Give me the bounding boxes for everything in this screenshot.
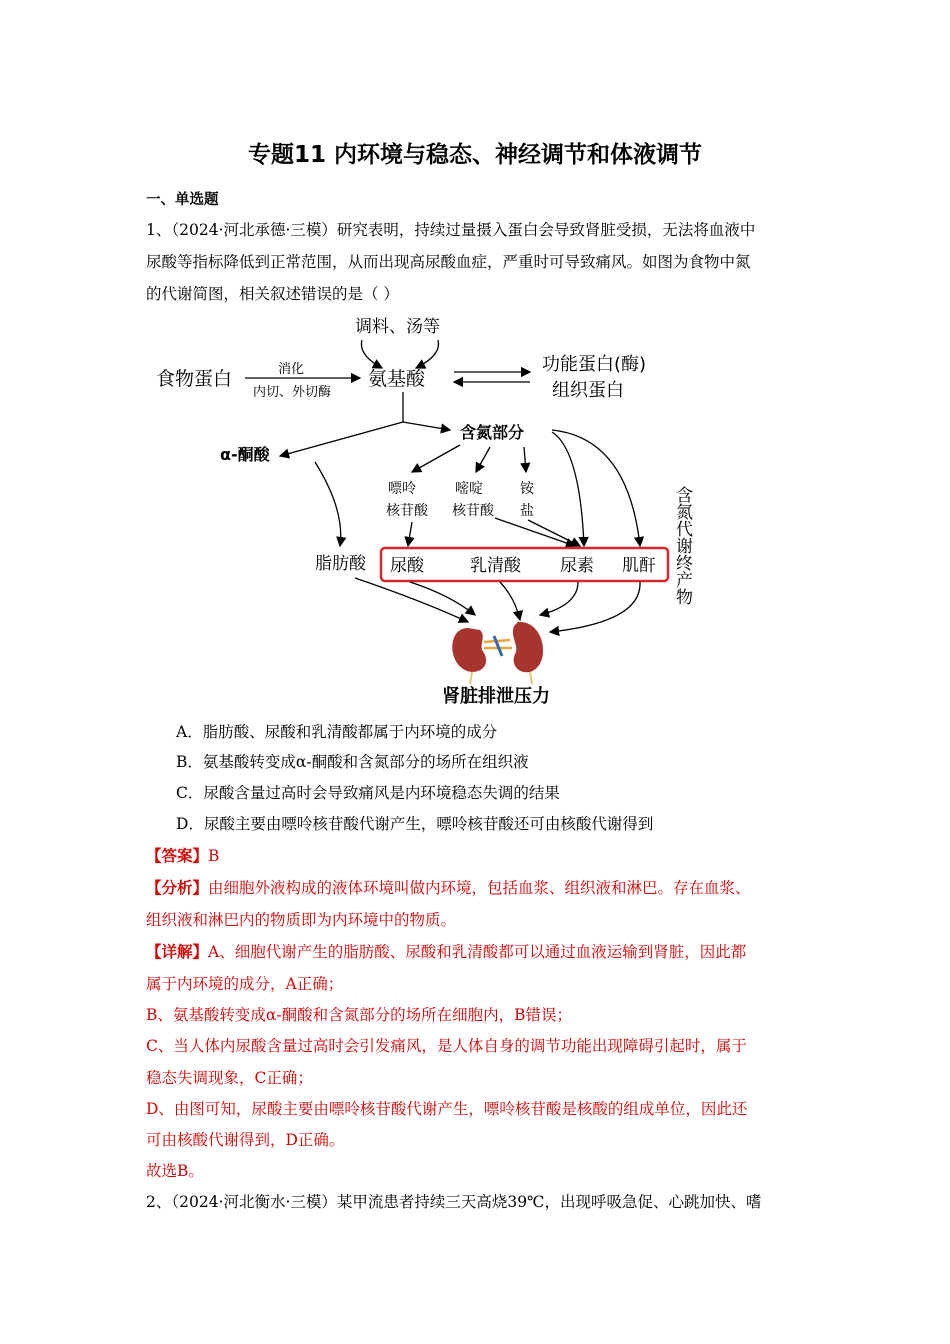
seasoning-arrow-right xyxy=(416,340,439,368)
page-title: 专题11 内环境与稳态、神经调节和体液调节 xyxy=(247,142,702,168)
option-a: A．脂肪酸、尿酸和乳清酸都属于内环境的成分 xyxy=(176,723,498,741)
ammonium-to-urea-arrow xyxy=(528,520,580,546)
analysis-line-2: 组织液和淋巴内的物质即为内环境中的物质。 xyxy=(146,911,457,929)
answer-label: 【答案】 xyxy=(146,847,209,865)
detail-line-3: B、氨基酸转变成α-酮酸和含氮部分的场所在细胞内，B错误； xyxy=(146,1006,572,1024)
to-ammonium-arrow xyxy=(524,447,526,472)
seasoning-arrow-left xyxy=(361,340,382,368)
creatinine-label: 肌酐 xyxy=(622,556,656,576)
option-d: D．尿酸主要由嘌呤核苷酸代谢产生，嘌呤核苷酸还可由核酸代谢得到 xyxy=(176,815,654,833)
detail-line-4: C、当人体内尿酸含量过高时会引发痛风，是人体自身的调节功能出现障碍引起时，属于 xyxy=(146,1037,747,1055)
nitrogen-metabolism-diagram xyxy=(150,310,710,710)
answer-line xyxy=(146,844,219,866)
food-protein-label: 食物蛋白 xyxy=(156,368,233,390)
question-1-line-3: 的代谢简图，相关叙述错误的是（ ） xyxy=(146,285,399,303)
seasoning-label: 调料、汤等 xyxy=(355,317,440,337)
ammonium-label-2: 盐 xyxy=(520,503,534,519)
kidney-pressure-label: 肾脏排泄压力 xyxy=(442,686,550,707)
answer-value: B xyxy=(208,847,220,865)
detail-line-2: 属于内环境的成分，A正确； xyxy=(146,975,344,993)
analysis-label: 【分析】 xyxy=(146,879,209,897)
to-nitrogen-arrow xyxy=(403,422,450,430)
to-purine-arrow xyxy=(412,445,460,472)
option-c: C．尿酸含量过高时会导致痛风是内环境稳态失调的结果 xyxy=(176,784,560,802)
option-b: B．氨基酸转变成α-酮酸和含氮部分的场所在组织液 xyxy=(176,753,529,771)
alpha-keto-to-fatty-arrow xyxy=(315,462,341,546)
creatinine-to-kidney-arrow xyxy=(550,582,640,632)
section-heading: 一、单选题 xyxy=(146,192,219,208)
detail-line-5: 稳态失调现象，C正确； xyxy=(146,1069,313,1087)
orotic-acid-label: 乳清酸 xyxy=(470,556,521,576)
functional-protein-label: 功能蛋白(酶) xyxy=(542,354,647,375)
urea-label: 尿素 xyxy=(560,556,594,576)
conclusion-line: 故选B。 xyxy=(146,1162,204,1180)
kidney-icon xyxy=(452,622,543,684)
question-1-line-1: 1、（2024·河北承德·三模）研究表明，持续过量摄入蛋白会导致肾脏受损，无法将血液中 xyxy=(146,221,756,239)
to-alpha-keto-arrow xyxy=(280,422,403,456)
amino-acid-label: 氨基酸 xyxy=(368,368,426,390)
uric-acid-label: 尿酸 xyxy=(390,556,424,576)
fatty-acid-label: 脂肪酸 xyxy=(315,554,366,574)
orotic-to-kidney-arrow xyxy=(500,582,520,620)
purine-to-uric-arrow xyxy=(408,522,412,546)
nitrogen-part-label: 含氮部分 xyxy=(460,423,525,442)
uric-to-kidney-arrow xyxy=(410,582,475,615)
analysis-line-1 xyxy=(146,876,751,898)
to-pyrimidine-arrow xyxy=(476,447,490,472)
ammonium-label-1: 铵 xyxy=(520,481,534,497)
end-products-label: 含氮代谢终产物 xyxy=(672,486,692,605)
question-2-line-1: 2、（2024·河北衡水·三模）某甲流患者持续三天高烧39℃，出现呼吸急促、心跳加快、嗜 xyxy=(146,1193,762,1211)
pyrimidine-label-2: 核苷酸 xyxy=(452,503,494,519)
detail-line-6: D、由图可知，尿酸主要由嘌呤核苷酸代谢产生，嘌呤核苷酸是核酸的组成单位，因此还 xyxy=(146,1100,748,1118)
enzymes-label: 内切、外切酶 xyxy=(253,385,332,400)
detail-line-1 xyxy=(146,940,746,962)
purine-label-2: 核苷酸 xyxy=(386,503,428,519)
detail-text-1: A、细胞代谢产生的脂肪酸、尿酸和乳清酸都可以通过血液运输到肾脏，因此都 xyxy=(208,943,747,961)
pyrimidine-to-urea-arrow xyxy=(495,518,575,546)
detail-label: 【详解】 xyxy=(146,943,209,961)
digestion-label: 消化 xyxy=(278,362,305,377)
detail-line-7: 可由核酸代谢得到，D正确。 xyxy=(146,1131,345,1149)
question-1-line-2: 尿酸等指标降低到正常范围，从而出现高尿酸血症，严重时可导致痛风。如图为食物中氮 xyxy=(146,253,751,271)
purine-label-1: 嘌呤 xyxy=(388,481,416,497)
analysis-text-1: 由细胞外液构成的液体环境叫做内环境，包括血浆、组织液和淋巴。存在血浆、 xyxy=(208,879,751,897)
urea-to-kidney-arrow xyxy=(540,582,578,615)
pyrimidine-label-1: 嘧啶 xyxy=(455,481,483,497)
tissue-protein-label: 组织蛋白 xyxy=(552,380,624,401)
alpha-keto-label: α-酮酸 xyxy=(220,445,270,464)
to-urea-curve xyxy=(552,432,584,546)
